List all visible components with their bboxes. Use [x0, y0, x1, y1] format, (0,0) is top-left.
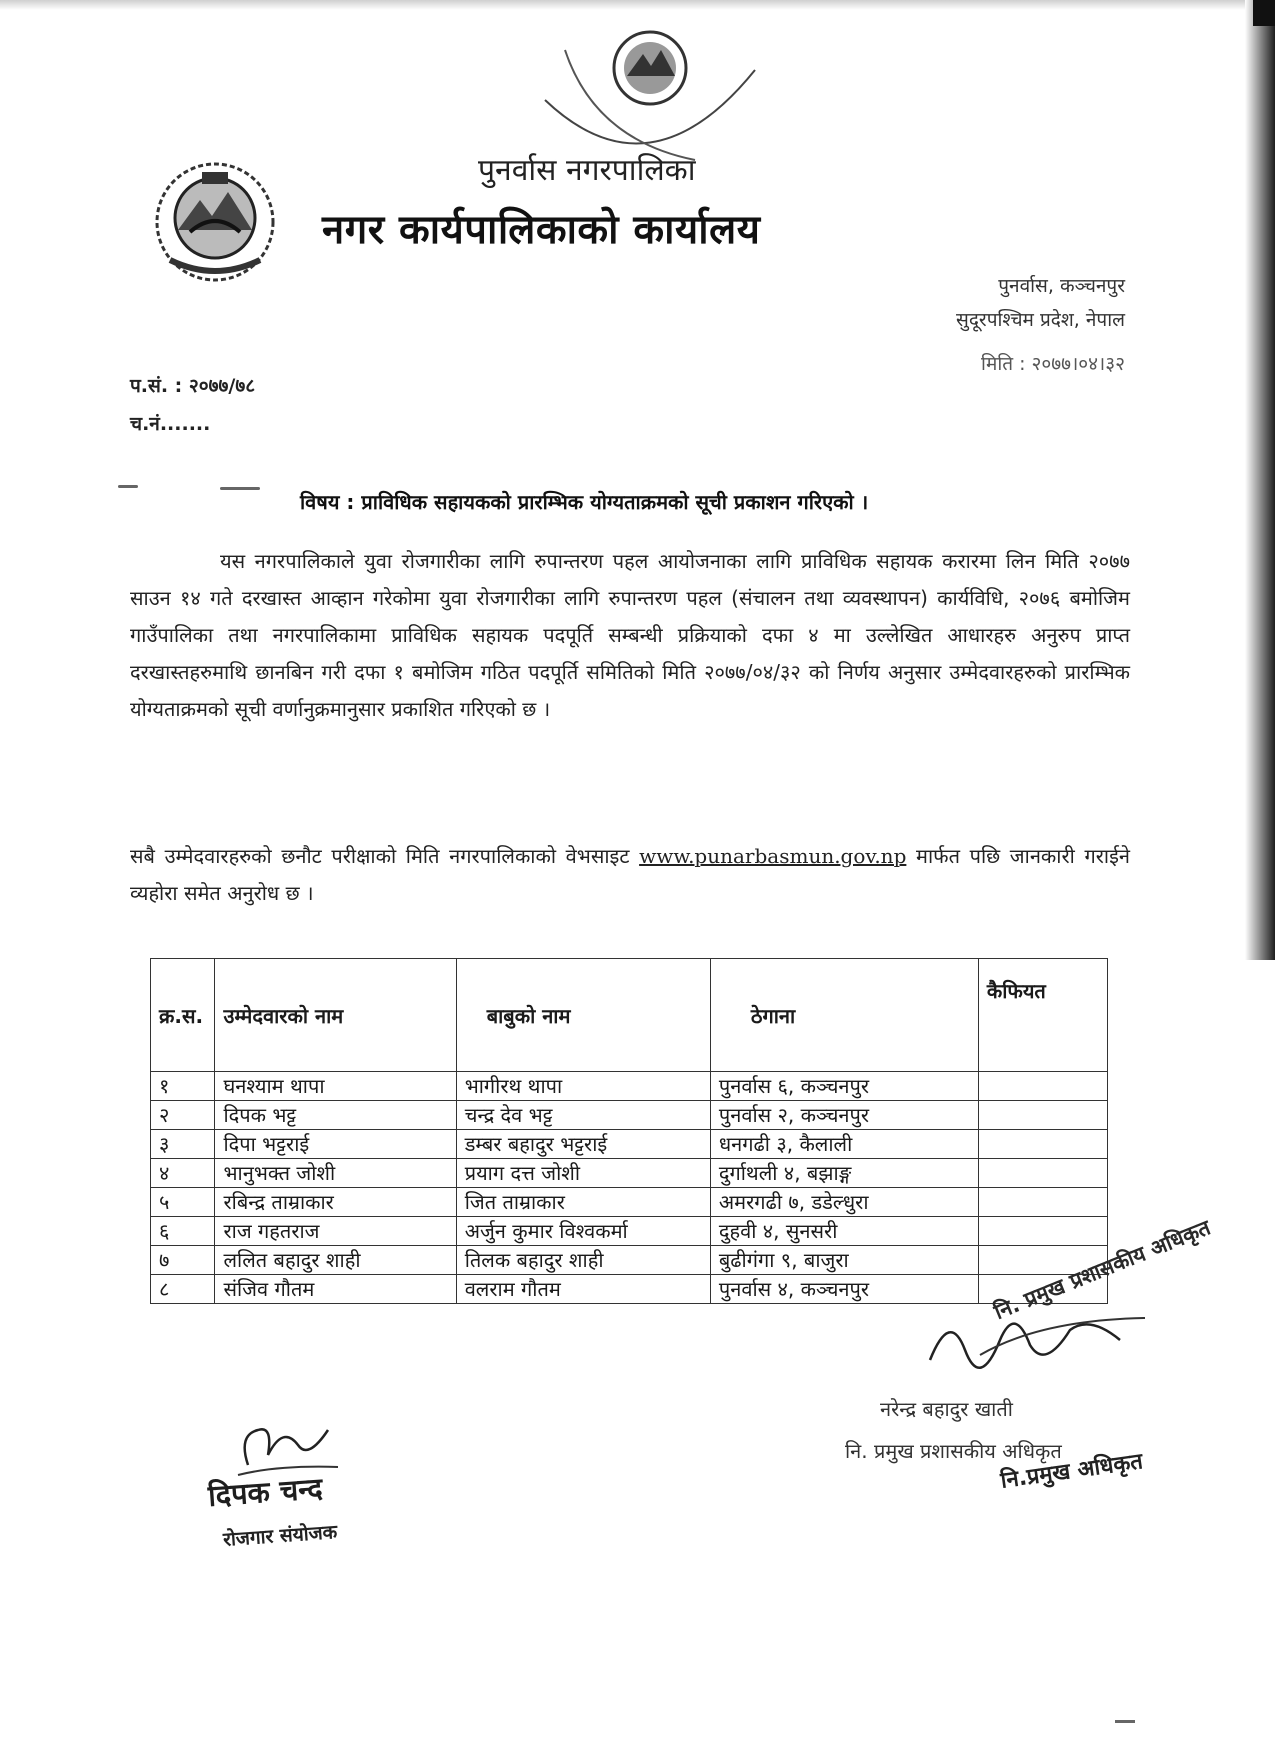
- header-remarks: कैफियत: [978, 959, 1107, 1072]
- cell-remarks: [978, 1159, 1107, 1188]
- cell-remarks: [978, 1072, 1107, 1101]
- scan-corner: [1253, 0, 1275, 26]
- address-line1: पुनर्वास, कञ्चनपुर: [998, 275, 1125, 297]
- letter-date: मिति : २०७७।०४।३२: [981, 353, 1125, 375]
- cell-sn: ६: [151, 1217, 215, 1246]
- cell-father: डम्बर बहादुर भट्टराई: [456, 1130, 710, 1159]
- cell-sn: १: [151, 1072, 215, 1101]
- table-row: [151, 1072, 1108, 1101]
- table-header-row: [151, 959, 1108, 1072]
- cell-address: अमरगढी ७, डडेल्धुरा: [710, 1188, 978, 1217]
- cell-address: पुनर्वास ६, कञ्चनपुर: [710, 1072, 978, 1101]
- cell-sn: २: [151, 1101, 215, 1130]
- cell-address: दुर्गाथली ४, बझाङ्ग: [710, 1159, 978, 1188]
- cell-father: वलराम गौतम: [456, 1275, 710, 1304]
- dispatch-number: च.नं.......: [130, 413, 211, 435]
- scan-mark: [220, 487, 260, 490]
- cell-sn: ३: [151, 1130, 215, 1159]
- cell-remarks: [978, 1188, 1107, 1217]
- cell-address: पुनर्वास ४, कञ्चनपुर: [710, 1275, 978, 1304]
- header-sn: क्र.स.: [151, 959, 215, 1072]
- paragraph2-text-before: सबै उम्मेदवारहरुको छनौट परीक्षाको मिति नगरपालिकाको वेभसाइट: [130, 844, 640, 868]
- cell-name: दिपा भट्टराई: [215, 1130, 456, 1159]
- coordinator-title: रोजगार संयोजक: [222, 1521, 338, 1551]
- cell-address: पुनर्वास २, कञ्चनपुर: [710, 1101, 978, 1130]
- cell-address: धनगढी ३, कैलाली: [710, 1130, 978, 1159]
- officer-stamp-text: नि. प्रमुख प्रशासकीय अधिकृत: [990, 1215, 1214, 1325]
- scan-edge-right: [1245, 0, 1275, 960]
- scan-edge-top: [0, 0, 1275, 10]
- table-row: [151, 1246, 1108, 1275]
- paragraph2-text-after: मार्फत पछि जानकारी गराईने व्यहोरा समेत अनुरोध छ ।: [130, 844, 1131, 905]
- officer-signature-icon: [920, 1300, 1160, 1375]
- scan-mark: [1115, 1720, 1135, 1723]
- letter-subject: विषय : प्राविधिक सहायकको प्रारम्भिक योग्यताक्रमको सूची प्रकाशन गरिएको ।: [300, 490, 869, 514]
- cell-address: दुहवी ४, सुनसरी: [710, 1217, 978, 1246]
- cell-name: संजिव गौतम: [215, 1275, 456, 1304]
- table-row: [151, 1130, 1108, 1159]
- cell-remarks: [978, 1217, 1107, 1246]
- office-name: नगर कार्यपालिकाको कार्यालय: [322, 207, 761, 253]
- nepal-emblem-icon: [150, 160, 280, 285]
- header-candidate-name: उम्मेदवारको नाम: [215, 959, 456, 1072]
- cell-father: प्रयाग दत्त जोशी: [456, 1159, 710, 1188]
- cell-remarks: [978, 1101, 1107, 1130]
- address-line2: सुदूरपश्चिम प्रदेश, नेपाल: [956, 309, 1125, 331]
- candidate-table: [150, 958, 1108, 1304]
- cell-sn: ८: [151, 1275, 215, 1304]
- table-row: [151, 1101, 1108, 1130]
- coordinator-name: दिपक चन्द: [206, 1471, 324, 1513]
- body-paragraph-1: यस नगरपालिकाले युवा रोजगारीका लागि रुपान्तरण पहल आयोजनाका लागि प्राविधिक सहायक करारमा लिन मिति २०७७ साउन १४ गते दरखास्त आव्हान गरेकोमा युवा रोजगारीका लागि रुपान्तरण पहल (संचालन तथा व्यवस्थापन) कार्यविधि, २०७६ बमोजिम गाउँपालिका तथा नगरपालिकामा प्राविधिक सहायक पदपूर्ति सम्बन्धी प्रक्रियाको दफा ४ मा उल्लेखित आधारहरु अनुरुप प्राप्त दरखास्तहरुमाथि छानबिन गरी दफा १ बमोजिम गठित पदपूर्ति समितिको मिति २०७७/०४/३२ को निर्णय अनुसार उम्मेदवारहरुको प्रारम्भिक योग्यताक्रमको सूची वर्णानुक्रमानुसार प्रकाशित गरिएको छ ।: [130, 549, 1130, 721]
- cell-father: चन्द्र देव भट्ट: [456, 1101, 710, 1130]
- table-row: [151, 1159, 1108, 1188]
- website-link[interactable]: www.punarbasmun.gov.np: [639, 844, 907, 868]
- header-father-name: बाबुको नाम: [456, 959, 710, 1072]
- cell-name: दिपक भट्ट: [215, 1101, 456, 1130]
- table-row: [151, 1217, 1108, 1246]
- cell-name: रबिन्द्र ताम्राकार: [215, 1188, 456, 1217]
- municipality-name: पुनर्वास नगरपालिका: [478, 153, 696, 188]
- cell-father: तिलक बहादुर शाही: [456, 1246, 710, 1275]
- cell-father: भागीरथ थापा: [456, 1072, 710, 1101]
- cell-sn: ७: [151, 1246, 215, 1275]
- cell-name: ललित बहादुर शाही: [215, 1246, 456, 1275]
- letter-number: प.सं. : २०७७/७८: [130, 375, 256, 397]
- header-address: ठेगाना: [710, 959, 978, 1072]
- cell-name: राज गहतराज: [215, 1217, 456, 1246]
- officer-stamp-2: नि.प्रमुख अधिकृत: [999, 1449, 1145, 1494]
- cell-father: अर्जुन कुमार विश्वकर्मा: [456, 1217, 710, 1246]
- cell-address: बुढीगंगा ९, बाजुरा: [710, 1246, 978, 1275]
- table-row: [151, 1188, 1108, 1217]
- cell-name: घनश्याम थापा: [215, 1072, 456, 1101]
- scan-mark: [118, 485, 138, 488]
- cell-remarks: [978, 1130, 1107, 1159]
- cell-sn: ५: [151, 1188, 215, 1217]
- cell-father: जित ताम्राकार: [456, 1188, 710, 1217]
- officer-name: नरेन्द्र बहादुर खाती: [880, 1397, 1013, 1421]
- cell-name: भानुभक्त जोशी: [215, 1159, 456, 1188]
- cell-sn: ४: [151, 1159, 215, 1188]
- officer-title: नि. प्रमुख प्रशासकीय अधिकृत: [845, 1439, 1062, 1463]
- body-paragraph-2: [130, 838, 1130, 912]
